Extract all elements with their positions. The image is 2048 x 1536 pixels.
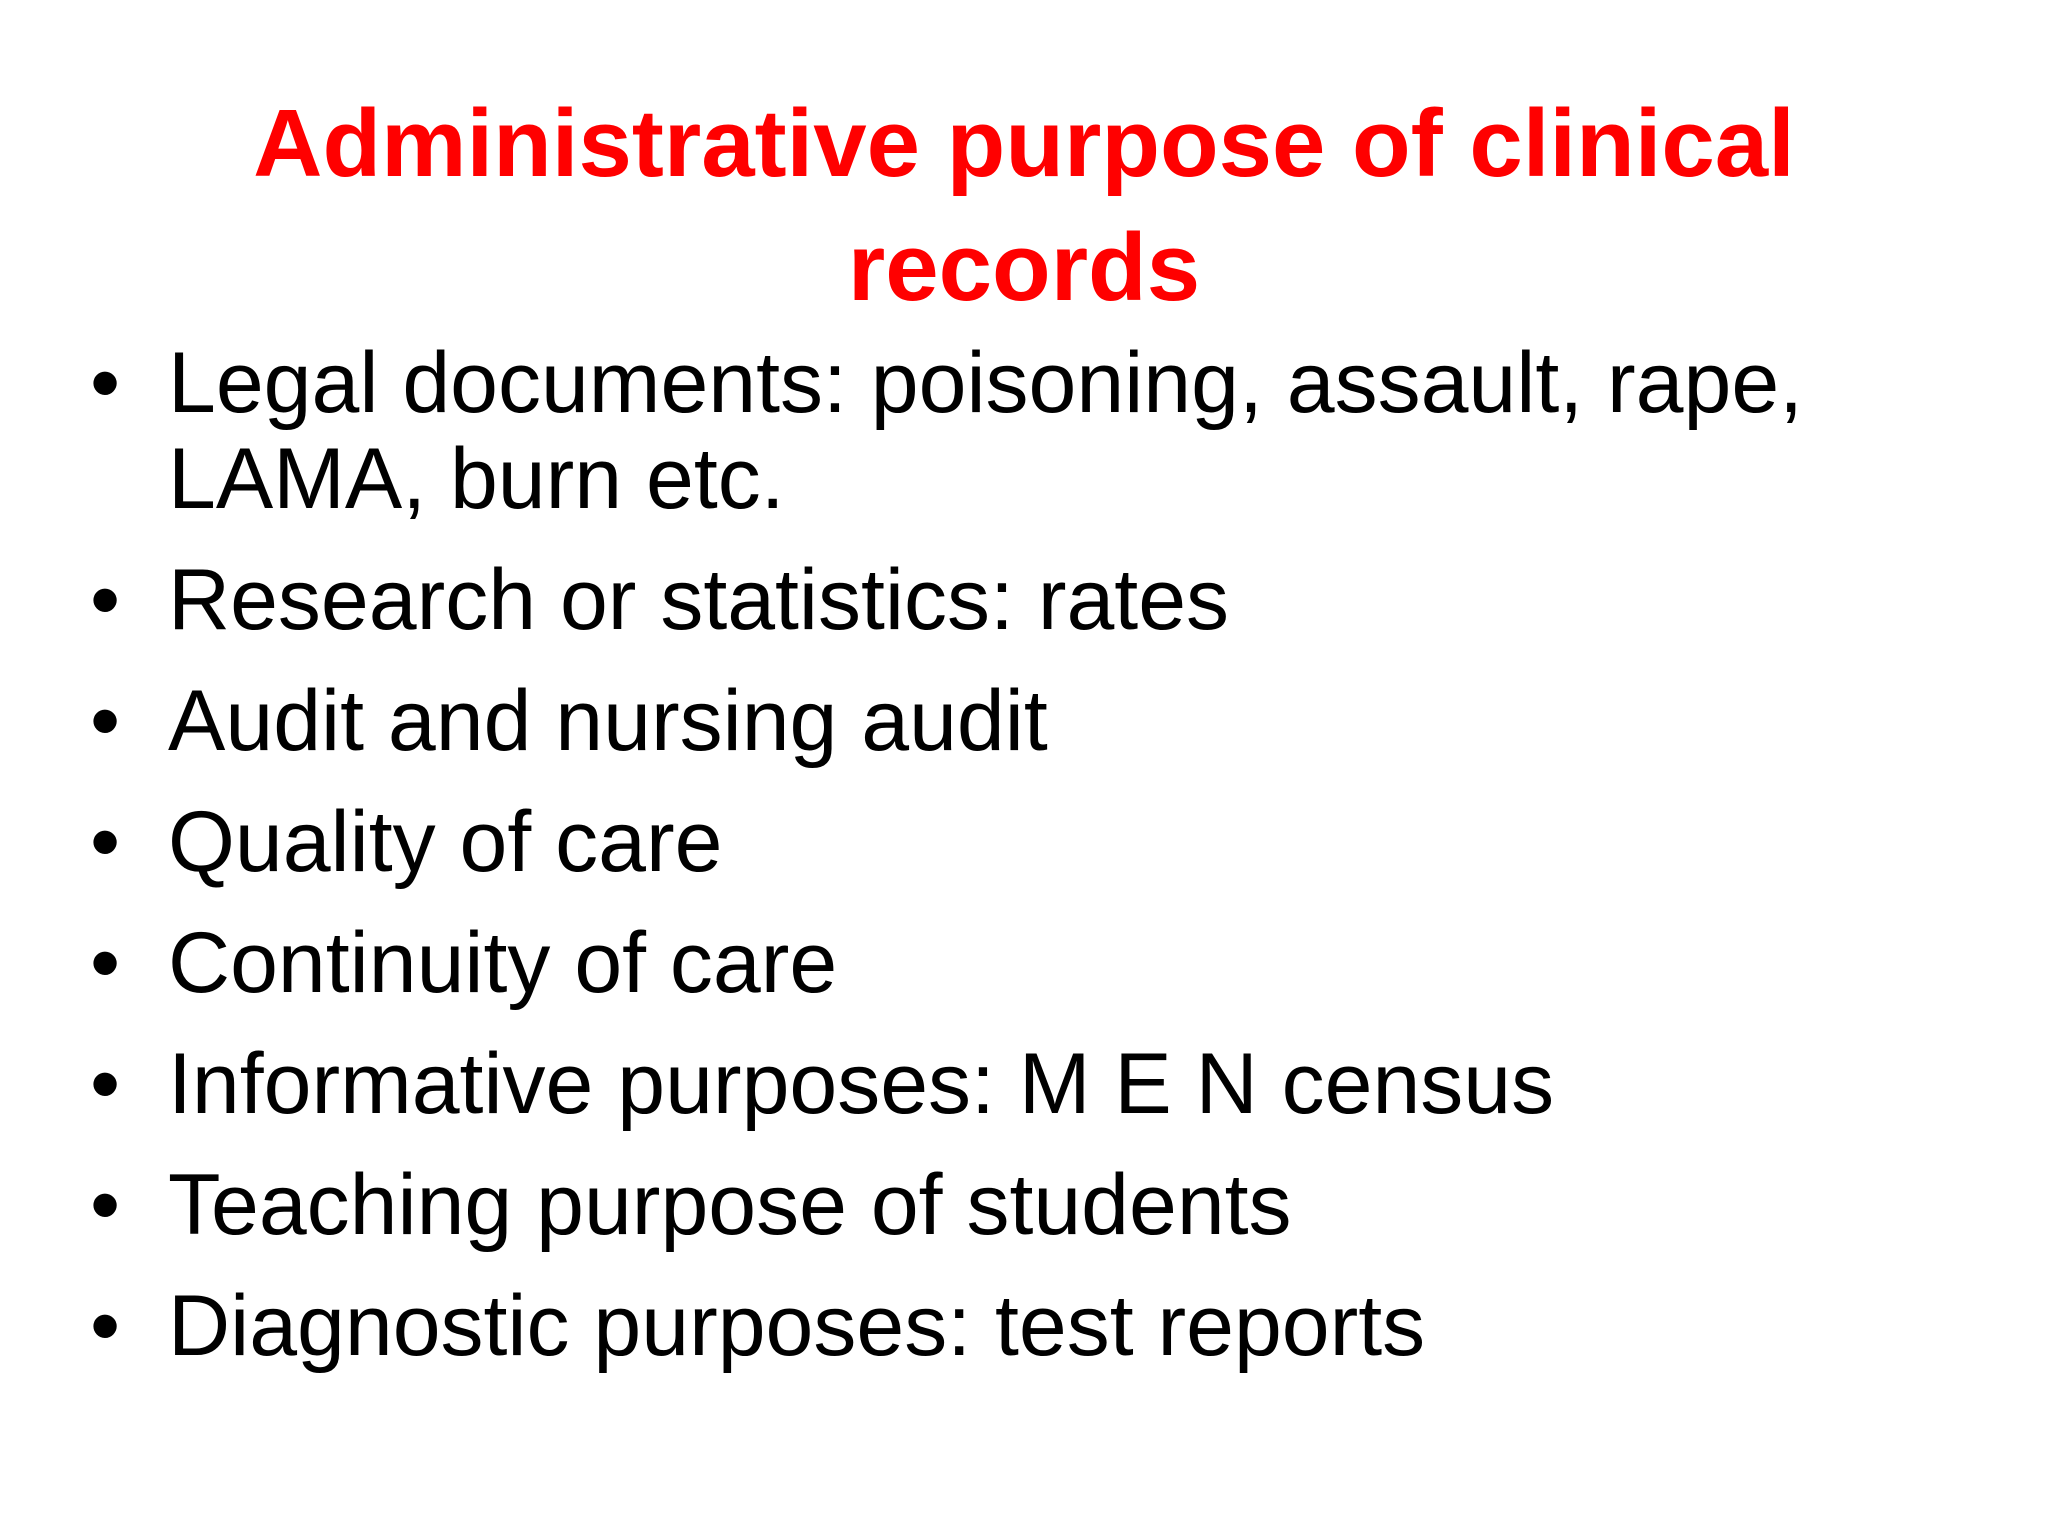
bullet-item-continuity-of-care: [90, 915, 1990, 1011]
bullet-text: Teaching purpose of students: [168, 1157, 1292, 1253]
bullet-item-audit: [90, 673, 1990, 769]
bullet-text: Informative purposes: M E N census: [168, 1036, 1555, 1132]
slide-title: Administrative purpose of clinical records: [253, 90, 1795, 321]
bullet-item-research-statistics: [90, 552, 1990, 648]
bullet-item-diagnostic-purposes: [90, 1278, 1990, 1374]
bullet-item-teaching-purpose: [90, 1157, 1990, 1253]
bullet-text: Legal documents: poisoning, assault, rape, LAMA, burn etc.: [168, 335, 1804, 527]
bullet-marker: •: [90, 335, 121, 431]
bullet-item-legal-documents: [90, 335, 1990, 527]
bullet-marker: •: [90, 794, 121, 890]
bullet-list: [90, 335, 1990, 1399]
bullet-marker: •: [90, 673, 121, 769]
bullet-item-informative-purposes: [90, 1036, 1990, 1132]
bullet-text: Quality of care: [168, 794, 723, 890]
bullet-item-quality-of-care: [90, 794, 1990, 890]
bullet-marker: •: [90, 1278, 121, 1374]
bullet-text: Research or statistics: rates: [168, 552, 1230, 648]
bullet-marker: •: [90, 1157, 121, 1253]
bullet-text: Audit and nursing audit: [168, 673, 1048, 769]
bullet-text: Continuity of care: [168, 915, 838, 1011]
bullet-marker: •: [90, 1036, 121, 1132]
bullet-marker: •: [90, 915, 121, 1011]
bullet-marker: •: [90, 552, 121, 648]
bullet-text: Diagnostic purposes: test reports: [168, 1278, 1426, 1374]
